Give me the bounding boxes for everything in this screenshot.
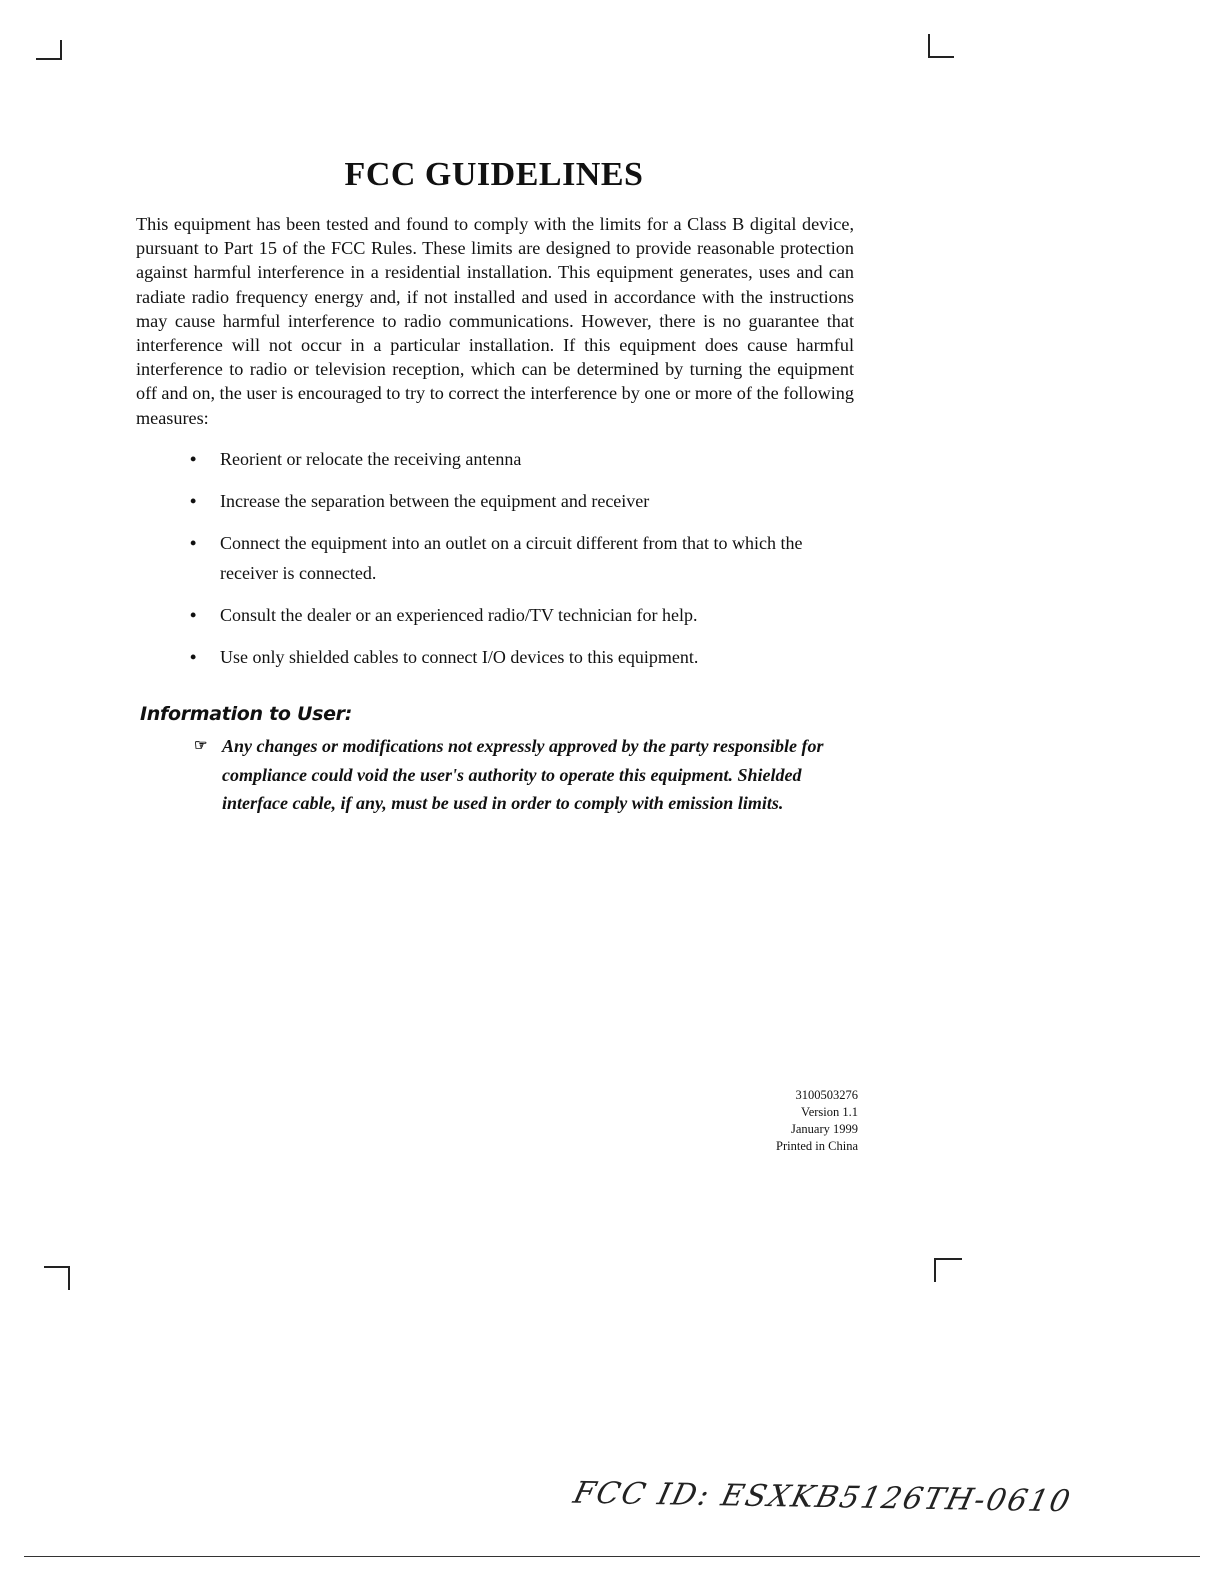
measure-text: Use only shielded cables to connect I/O devices to this equipment. <box>220 647 699 667</box>
list-item <box>190 486 860 516</box>
info-heading: Information to User: <box>140 703 353 725</box>
pointing-hand-icon: ☞ <box>194 738 208 754</box>
bottom-rule <box>24 1556 1200 1557</box>
bullet-icon: • <box>190 449 197 469</box>
crop-mark-top-right <box>928 34 954 58</box>
measure-text: Reorient or relocate the receiving antenna <box>220 449 522 469</box>
crop-mark-top-left <box>36 40 62 60</box>
document-info <box>700 1087 858 1155</box>
crop-mark-bottom-left <box>44 1266 70 1290</box>
crop-mark-bottom-right <box>934 1258 962 1282</box>
measure-text: Consult the dealer or an experienced radio/TV technician for help. <box>220 605 698 625</box>
handwritten-fcc-id: FCC ID: ESXKB5126TH-0610 <box>570 1475 1076 1520</box>
doc-version: Version 1.1 <box>801 1105 858 1119</box>
measure-text: Increase the separation between the equipment and receiver <box>220 491 650 511</box>
list-item <box>190 444 860 474</box>
measure-text: Connect the equipment into an outlet on a circuit different from that to which the receiver is connected. <box>220 533 803 583</box>
bullet-icon: • <box>190 605 197 625</box>
bullet-icon: • <box>190 647 197 667</box>
bullet-icon: • <box>190 491 197 511</box>
bullet-icon: • <box>190 533 197 553</box>
doc-printed: Printed in China <box>776 1139 858 1153</box>
intro-paragraph: This equipment has been tested and found to comply with the limits for a Class B digital device, pursuant to Part 15 of the FCC Rules. These limits are designed to provide reasonable protection against harmful interference in a residential installation. This equipment generates, uses and can radiate radio frequency energy and, if not installed and used in accordance with the instructions may cause harmful interference to radio communications. However, there is no guarantee that interference will not occur in a particular installation. If this equipment does cause harmful interference to radio or television reception, which can be determined by turning the equipment off and on, the user is encouraged to try to correct the interference by one or more of the following measures: <box>136 214 854 428</box>
list-item <box>190 600 860 630</box>
doc-number: 3100503276 <box>795 1088 858 1102</box>
measures-list <box>190 444 860 684</box>
list-item <box>190 642 860 672</box>
doc-date: January 1999 <box>791 1122 858 1136</box>
list-item <box>190 528 860 588</box>
page-title: FCC GUIDELINES <box>344 156 644 193</box>
info-text: Any changes or modifications not expressly approved by the party responsible for compliance could void the user's authority to operate this equipment. Shielded interface cable, if any, must be used in order to comply with emission limits. <box>222 736 824 814</box>
info-notice <box>194 732 864 818</box>
